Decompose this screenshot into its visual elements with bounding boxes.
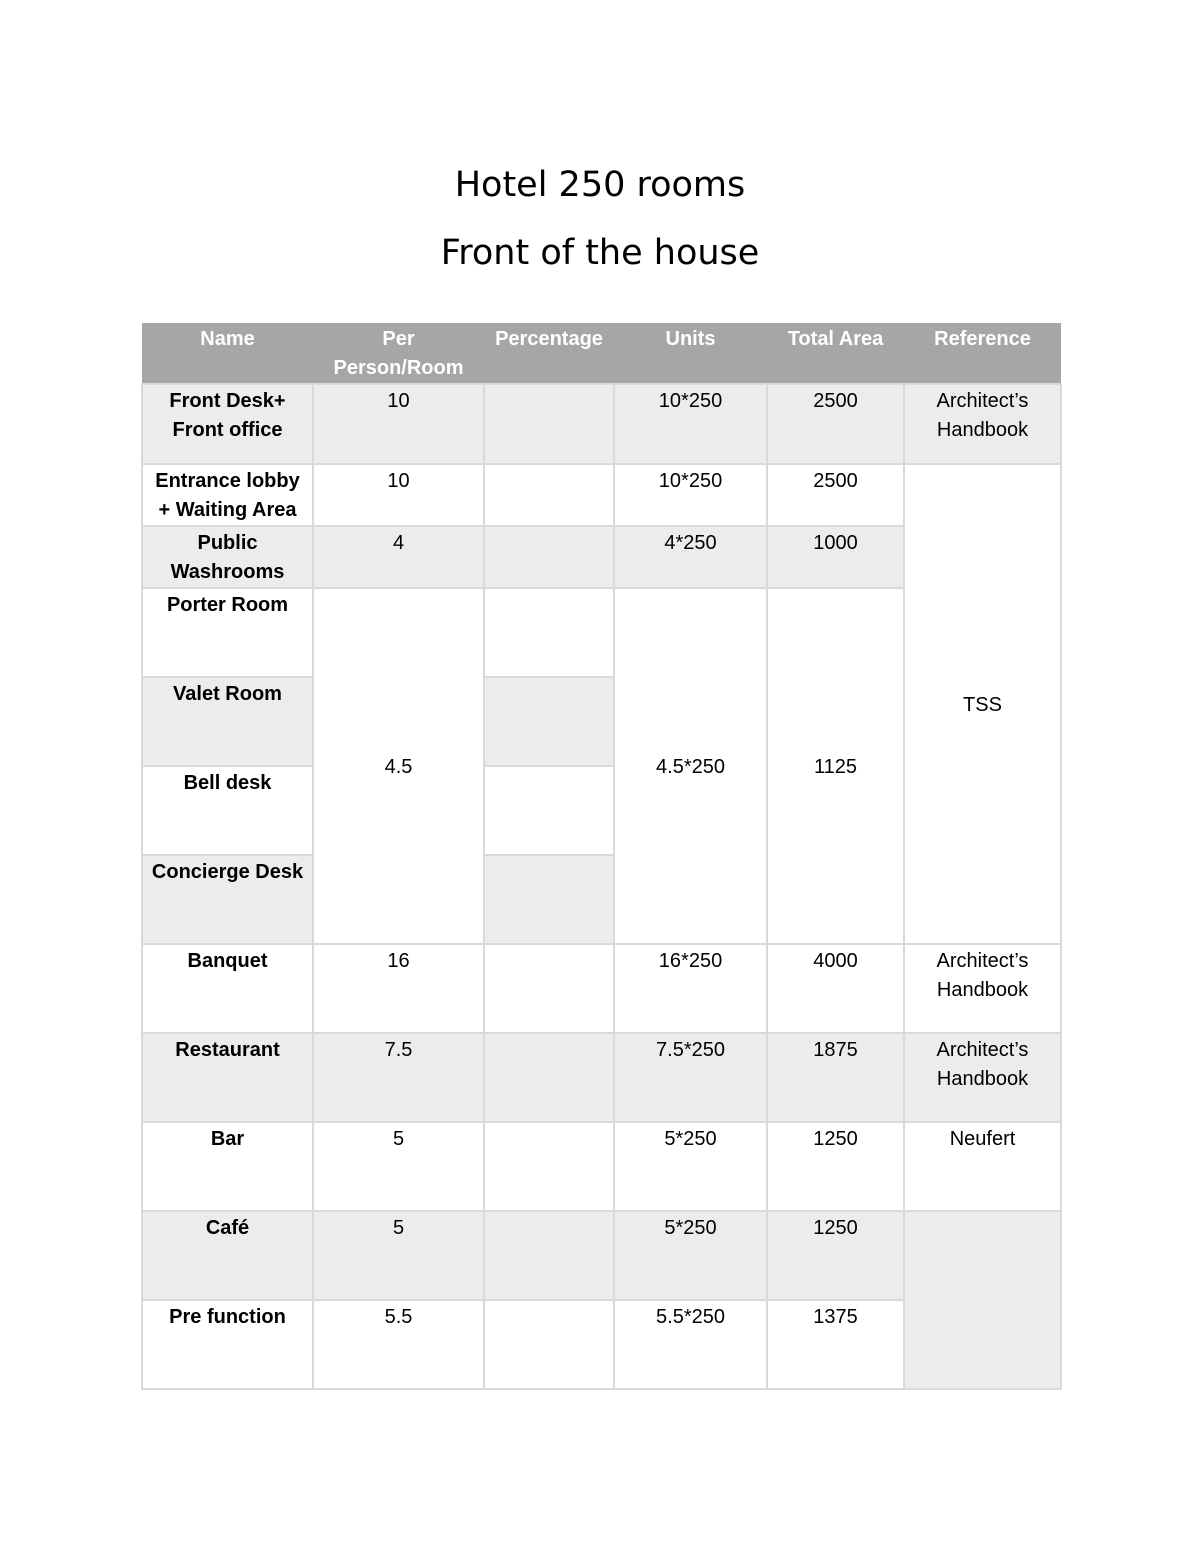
cell-percentage — [484, 526, 614, 588]
cell-units: 10*250 — [614, 464, 767, 526]
cell-units: 5*250 — [614, 1122, 767, 1211]
cell-total: 1375 — [767, 1300, 904, 1389]
cell-percentage — [484, 1033, 614, 1122]
cell-name: Café — [142, 1211, 313, 1300]
cell-name: Pre function — [142, 1300, 313, 1389]
document-title: Hotel 250 rooms — [454, 165, 746, 205]
cell-total: 1875 — [767, 1033, 904, 1122]
cell-total: 1250 — [767, 1122, 904, 1211]
cell-units: 7.5*250 — [614, 1033, 767, 1122]
cell-percentage — [484, 588, 614, 677]
cell-name: Entrance lobby + Waiting Area — [142, 464, 313, 526]
cell-total: 1250 — [767, 1211, 904, 1300]
cell-name: Public Washrooms — [142, 526, 313, 588]
table-row — [142, 464, 1061, 526]
cell-percentage — [484, 766, 614, 855]
header-reference: Reference — [904, 323, 1061, 384]
cell-reference: Neufert — [904, 1122, 1061, 1211]
cell-total: 4000 — [767, 944, 904, 1033]
cell-per: 5.5 — [313, 1300, 484, 1389]
cell-percentage — [484, 944, 614, 1033]
area-program-table — [141, 323, 1062, 1390]
cell-percentage — [484, 1211, 614, 1300]
cell-percentage — [484, 677, 614, 766]
header-units: Units — [614, 323, 767, 384]
cell-total: 1000 — [767, 526, 904, 588]
cell-per: 4 — [313, 526, 484, 588]
cell-per: 10 — [313, 384, 484, 464]
cell-per: 10 — [313, 464, 484, 526]
cell-percentage — [484, 855, 614, 944]
table-row — [142, 1033, 1061, 1122]
header-name: Name — [142, 323, 313, 384]
cell-percentage — [484, 464, 614, 526]
cell-percentage — [484, 1122, 614, 1211]
cell-per: 16 — [313, 944, 484, 1033]
cell-units: 5*250 — [614, 1211, 767, 1300]
cell-name: Restaurant — [142, 1033, 313, 1122]
cell-units: 10*250 — [614, 384, 767, 464]
cell-total: 2500 — [767, 464, 904, 526]
cell-total: 2500 — [767, 384, 904, 464]
cell-name: Porter Room — [142, 588, 313, 677]
header-total-area: Total Area — [767, 323, 904, 384]
table-row — [142, 1122, 1061, 1211]
cell-name: Bar — [142, 1122, 313, 1211]
cell-total-merged: 1125 — [767, 588, 904, 944]
cell-reference-merged: TSS — [904, 464, 1061, 944]
table-row — [142, 384, 1061, 464]
cell-name: Banquet — [142, 944, 313, 1033]
header-row — [142, 323, 1061, 384]
document-subtitle: Front of the house — [440, 233, 760, 273]
cell-per-merged: 4.5 — [313, 588, 484, 944]
cell-percentage — [484, 384, 614, 464]
cell-name: Concierge Desk — [142, 855, 313, 944]
cell-per: 5 — [313, 1211, 484, 1300]
header-per-person-room: Per Person/Room — [313, 323, 484, 384]
cell-units-merged: 4.5*250 — [614, 588, 767, 944]
cell-units: 5.5*250 — [614, 1300, 767, 1389]
table-row — [142, 944, 1061, 1033]
cell-percentage — [484, 1300, 614, 1389]
cell-reference-merged-empty — [904, 1211, 1061, 1389]
cell-name: Bell desk — [142, 766, 313, 855]
cell-reference: Architect’s Handbook — [904, 1033, 1061, 1122]
cell-name: Front Desk+ Front office — [142, 384, 313, 464]
cell-per: 5 — [313, 1122, 484, 1211]
header-percentage: Percentage — [484, 323, 614, 384]
table-row — [142, 1211, 1061, 1300]
cell-per: 7.5 — [313, 1033, 484, 1122]
cell-reference: Architect’s Handbook — [904, 944, 1061, 1033]
cell-reference: Architect’s Handbook — [904, 384, 1061, 464]
cell-name: Valet Room — [142, 677, 313, 766]
cell-units: 4*250 — [614, 526, 767, 588]
cell-units: 16*250 — [614, 944, 767, 1033]
